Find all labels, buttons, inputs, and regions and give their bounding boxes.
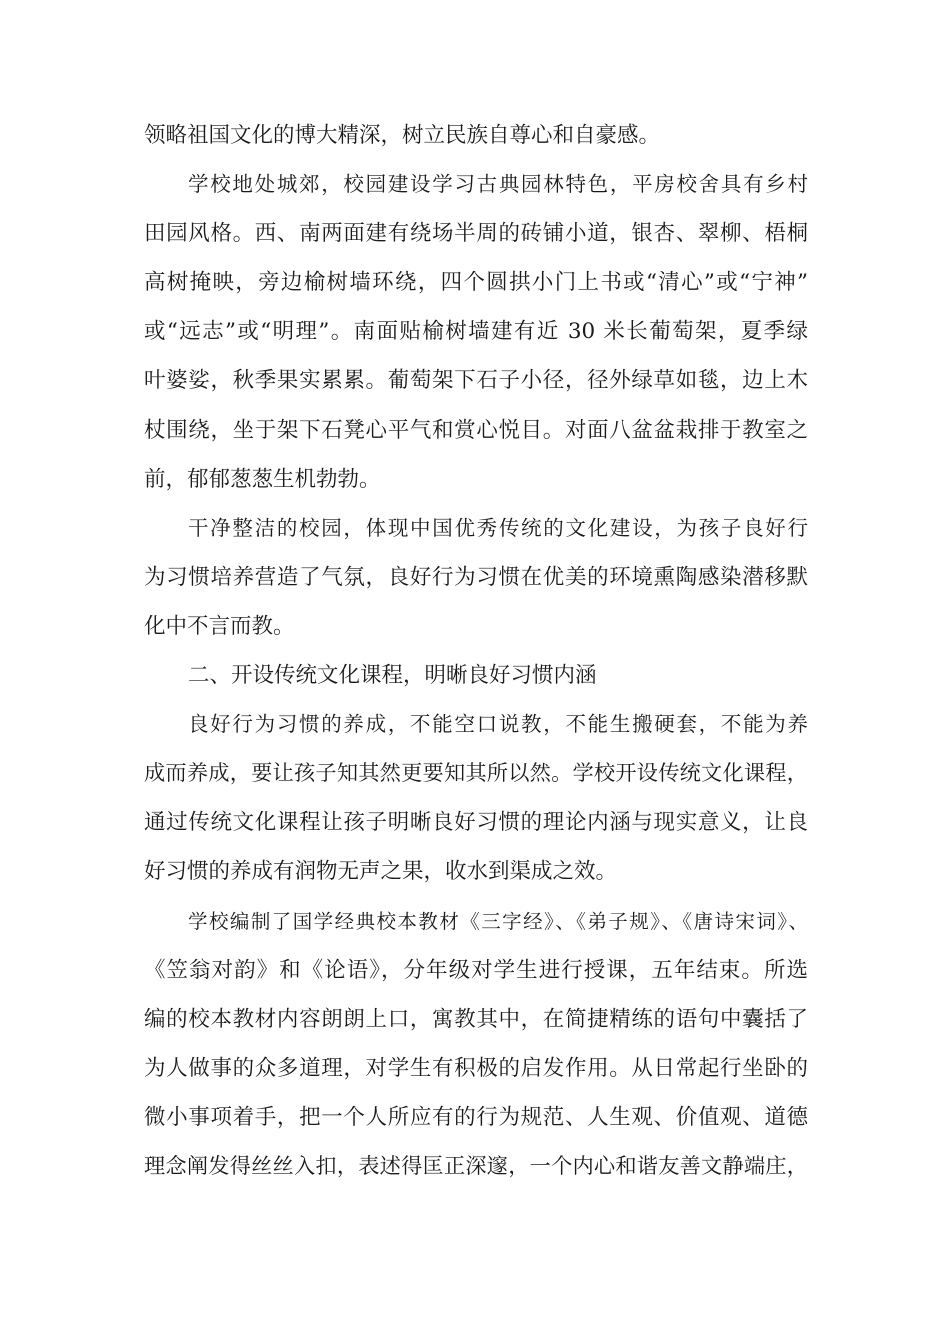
text-line: 编的校本教材内容朗朗上口，寓教其中，在简捷精练的语句中囊括了 (144, 1006, 808, 1032)
text-line: 通过传统文化课程让孩子明晰良好习惯的理论内涵与现实意义，让良 (144, 810, 808, 836)
text-line: 学校地处城郊，校园建设学习古典园林特色，平房校舍具有乡村 (188, 172, 808, 197)
text-line: 干净整洁的校园，体现中国优秀传统的文化建设，为孩子良好行 (188, 515, 808, 540)
text-line: 成而养成，要让孩子知其然更要知其所以然。学校开设传统文化课程， (144, 761, 808, 787)
text-line: 《笠翁对韵》和《论语》，分年级对学生进行授课，五年结束。所选 (144, 957, 808, 983)
text-line: 前，郁郁葱葱生机勃勃。 (144, 466, 381, 492)
text-line: 化中不言而教。 (144, 613, 295, 639)
text-line: 田园风格。西、南两面建有绕场半周的砖铺小道，银杏、翠柳、梧桐 (144, 221, 808, 247)
text-line: 高树掩映，旁边榆树墙环绕，四个圆拱小门上书或“清心”或“宁神” (144, 270, 808, 296)
text-line: 或“远志”或“明理”。南面贴榆树墙建有近 30 米长葡萄架，夏季绿 (144, 319, 808, 345)
text-line: 为人做事的众多道理，对学生有积极的启发作用。从日常起行坐卧的 (144, 1055, 808, 1081)
text-line: 学校编制了国学经典校本教材《三字经》、《弟子规》、《唐诗宋词》、 (188, 909, 808, 933)
text-line: 领略祖国文化的博大精深，树立民族自尊心和自豪感。 (144, 123, 661, 148)
body-text (144, 111, 808, 1191)
text-line: 好习惯的养成有润物无声之果，收水到渠成之效。 (144, 859, 618, 885)
text-line: 良好行为习惯的养成，不能空口说教，不能生搬硬套，不能为养 (188, 712, 808, 737)
text-line: 叶婆娑，秋季果实累累。葡萄架下石子小径，径外绿草如毯，边上木 (144, 368, 808, 394)
text-line: 杖围绕，坐于架下石凳心平气和赏心悦目。对面八盆盆栽排于教室之 (144, 417, 808, 443)
text-line: 二、开设传统文化课程，明晰良好习惯内涵 (188, 663, 597, 689)
text-line: 理念阐发得丝丝入扣，表述得匡正深邃，一个内心和谐友善文静端庄， (144, 1153, 808, 1179)
text-line: 为习惯培养营造了气氛，良好行为习惯在优美的环境熏陶感染潜移默 (144, 564, 808, 590)
text-line: 微小事项着手，把一个人所应有的行为规范、人生观、价值观、道德 (144, 1104, 808, 1130)
